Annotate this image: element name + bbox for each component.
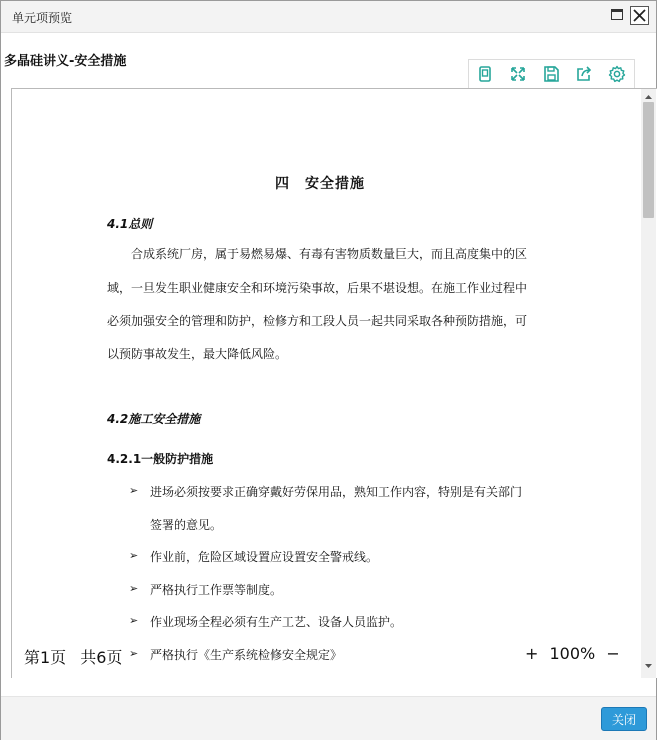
bullet-item: 严格执行《生产系统检修安全规定》 — [150, 648, 343, 662]
paragraph-line: 必须加强安全的管理和防护，检修方和工段人员一起共同采取各种预防措施，可 — [107, 314, 528, 328]
scroll-thumb[interactable] — [643, 102, 654, 218]
share-button[interactable] — [574, 64, 596, 86]
zoom-level: 100% — [549, 644, 596, 663]
bullet-item: 作业现场全程必须有生产工艺、设备人员监护。 — [150, 615, 403, 629]
paragraph-line: 以预防事故发生，最大降低风险。 — [107, 347, 288, 361]
bullet-arrow-icon: ➢ — [129, 582, 139, 595]
settings-icon — [607, 64, 627, 84]
page-heading: 四 安全措施 — [275, 176, 365, 192]
bullet-arrow-icon: ➢ — [129, 484, 139, 497]
bullet-item: 进场必须按要求正确穿戴好劳保用品，熟知工作内容，特别是有关部门 — [150, 485, 523, 499]
bullet-arrow-icon: ➢ — [129, 614, 139, 627]
save-button[interactable] — [541, 64, 563, 86]
document-title: 多晶硅讲义-安全措施 — [4, 54, 127, 69]
paragraph-line: 域，一旦发生职业健康安全和环境污染事故，后果不堪设想。在施工作业过程中 — [107, 281, 528, 295]
arrow-down-icon — [641, 659, 656, 673]
single-page-button[interactable] — [475, 64, 497, 86]
settings-button[interactable] — [607, 64, 629, 86]
scroll-up-button[interactable] — [641, 89, 656, 103]
zoom-control — [525, 644, 626, 663]
fullscreen-button[interactable] — [508, 64, 530, 86]
zoom-out-button[interactable]: − — [606, 644, 620, 663]
bullet-item: 严格执行工作票等制度。 — [150, 583, 283, 597]
fullscreen-icon — [508, 64, 528, 84]
close-icon — [633, 9, 646, 22]
dialog-footer — [1, 696, 656, 740]
total-pages: 共6页 — [80, 648, 123, 667]
paragraph-line: 合成系统厂房，属于易燃易爆、有毒有害物质数量巨大，而且高度集中的区 — [107, 247, 528, 261]
current-page: 第1页 — [24, 648, 67, 667]
close-button[interactable]: 关闭 — [601, 707, 647, 731]
document-page — [12, 89, 642, 678]
title-bar — [1, 1, 656, 33]
maximize-button[interactable] — [608, 6, 627, 25]
zoom-in-button[interactable]: + — [525, 644, 539, 663]
scroll-down-button[interactable] — [641, 658, 656, 672]
share-icon — [574, 64, 594, 84]
subsection-title: 4.2.1一般防护措施 — [107, 452, 214, 466]
vertical-scrollbar[interactable] — [641, 89, 656, 678]
bullet-arrow-icon: ➢ — [129, 647, 139, 660]
page-indicator — [24, 645, 139, 668]
window-title: 单元项预览 — [12, 11, 73, 25]
maximize-icon — [611, 9, 623, 20]
viewer-toolbar — [468, 59, 635, 90]
document-viewer[interactable] — [11, 88, 657, 678]
single-page-icon — [475, 64, 495, 84]
bullet-arrow-icon: ➢ — [129, 549, 139, 562]
section-title: 4.2施工安全措施 — [107, 412, 201, 426]
close-window-button[interactable] — [630, 6, 649, 25]
bullet-item: 签署的意见。 — [150, 518, 223, 532]
section-title: 4.1总则 — [107, 217, 153, 231]
bullet-item: 作业前，危险区域设置应设置安全警戒线。 — [150, 550, 379, 564]
save-icon — [541, 64, 561, 84]
